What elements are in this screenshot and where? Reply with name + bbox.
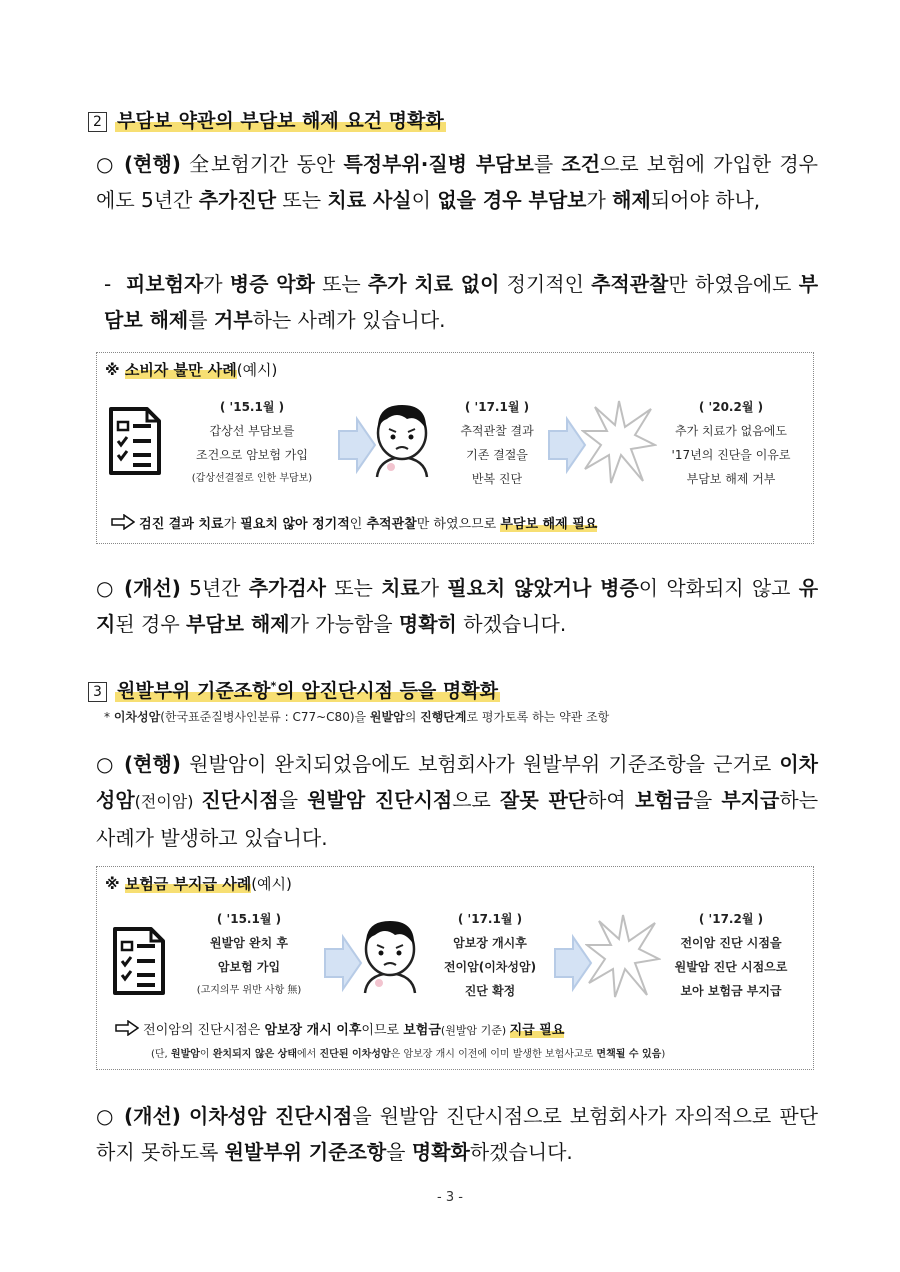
step-note: (고지의무 위반 사항 無): [196, 985, 302, 996]
box-title-text: 보험금 부지급 사례: [124, 875, 252, 893]
text: 명확히: [398, 612, 457, 636]
text: 병증 악화: [229, 272, 315, 296]
text: 이: [199, 1049, 213, 1060]
text: 또는: [326, 576, 382, 600]
text: 가: [203, 272, 230, 296]
step-text: '17년의 진단을 이유로: [671, 448, 791, 462]
text: 치료 사실: [327, 188, 412, 212]
text: 피보험자: [126, 272, 204, 296]
text: ): [661, 1049, 666, 1060]
text: 부담보 해제 필요: [500, 517, 598, 532]
box-title: [105, 359, 277, 380]
improve-paragraph: [96, 570, 818, 642]
step-date: ( '15.1월 ): [219, 400, 285, 414]
step-text: 전이암 진단 시점을: [680, 936, 782, 950]
text: 으로: [452, 788, 501, 812]
section-title: [115, 680, 500, 702]
text: 에서: [297, 1049, 320, 1060]
footnote-star: *: [270, 679, 277, 693]
text: 또는: [276, 188, 328, 212]
text: 全보험기간 동안: [180, 152, 344, 176]
text: 암보장 개시 이후: [264, 1023, 362, 1038]
step-text: 원발암 진단 시점으로: [674, 960, 788, 974]
text: 추가검사: [248, 576, 326, 600]
section-number-box: 3: [88, 682, 107, 702]
timeline-step-1: [167, 395, 337, 491]
text: 을: [692, 788, 722, 812]
text: 이: [411, 188, 438, 212]
box-title-suffix: (예시): [236, 361, 278, 379]
text: 보험금: [634, 788, 693, 812]
text: 하는 사례가 있습니다.: [252, 308, 446, 332]
text: 하는 사례가 발생하고 있습니다.: [96, 788, 819, 850]
text: 은 암보장 개시 이전에 이미 발생한 보험사고로: [390, 1049, 597, 1060]
section-title: 부담보 약관의 부담보 해제 요건 명확화: [117, 110, 444, 132]
current-paragraph: [96, 746, 818, 856]
text: 부담보 해제: [186, 612, 290, 636]
text: 가: [586, 188, 613, 212]
text: 진단된 이차성암: [319, 1049, 391, 1060]
text: 원발암이 완치되었음에도 보험회사가 원발부위 기준조항을 근거로: [180, 752, 780, 776]
text: 검진 결과: [139, 517, 199, 532]
step-date: ( '20.2월 ): [698, 400, 764, 414]
text: 필요치 않았거나 병증: [447, 576, 639, 600]
text: 해제: [612, 188, 651, 212]
text: 전이암의 진단시점은: [143, 1023, 265, 1038]
box-title-suffix: (예시): [251, 875, 292, 893]
text: 필요치 않아 정기적: [240, 517, 350, 532]
sub-paragraph: [104, 266, 818, 338]
page-number: - 3 -: [437, 1190, 463, 1205]
improve-paragraph: [96, 1098, 818, 1170]
burst-icon: [585, 911, 661, 1001]
worried-person-icon: [355, 913, 425, 997]
text: 보험금: [403, 1023, 441, 1038]
label: (개선): [124, 1104, 181, 1128]
text: 특정부위·질병 부담보: [343, 152, 534, 176]
step-date: ( '17.2월 ): [698, 912, 764, 926]
circle-bullet-icon: ○: [96, 576, 114, 600]
text: 5년간: [180, 576, 249, 600]
text: (단,: [151, 1049, 171, 1060]
text: *: [104, 710, 114, 724]
step-text: 추적관찰 결과: [460, 424, 534, 438]
text: 이므로: [361, 1023, 404, 1038]
text: 를: [533, 152, 562, 176]
circle-bullet-icon: ○: [96, 152, 114, 176]
timeline-step-2: [437, 395, 557, 491]
text: 가: [419, 576, 448, 600]
text: 하겠습니다.: [456, 612, 567, 636]
text: 거부: [213, 308, 253, 332]
timeline-step-3: [653, 395, 809, 491]
label: (개선): [124, 576, 181, 600]
text: 된 경우: [115, 612, 187, 636]
text: 하여: [587, 788, 635, 812]
box-conclusion: [115, 1019, 564, 1038]
text: 진단시점: [201, 788, 279, 812]
text: (한국표준질병사인분류 : C77~C80)을: [160, 710, 370, 724]
box-footnote: [151, 1045, 665, 1060]
text: 원발부위 기준조항: [224, 1140, 387, 1164]
timeline-step-2: [423, 907, 557, 1003]
text: 하겠습니다.: [469, 1140, 573, 1164]
text: 추가진단: [198, 188, 277, 212]
text: 완치되지 않은 상태: [212, 1049, 297, 1060]
step-text: 암보장 개시후: [453, 936, 527, 950]
text: 인: [349, 517, 367, 532]
text: 정기적인: [499, 272, 592, 296]
step-text: 추가 치료가 없음에도: [675, 424, 787, 438]
text: 을 원발암 진단시점으로 보험회사가 자의적으로 판단하지 못하도록: [96, 1104, 818, 1164]
title-part: 의 암진단시점 등을 명확화: [276, 680, 498, 702]
text: 이차성암 진단시점: [189, 1104, 353, 1128]
text: 추적관찰: [366, 517, 417, 532]
step-date: ( '15.1월 ): [216, 912, 282, 926]
text: 없을 경우 부담보: [437, 188, 587, 212]
box-title-text: 소비자 불만 사례: [124, 361, 237, 379]
text: 지급 필요: [509, 1023, 565, 1038]
step-date: ( '17.1월 ): [457, 912, 523, 926]
outline-arrow-icon: [111, 514, 135, 530]
document-checklist-icon: [111, 925, 167, 997]
burst-icon: [581, 397, 657, 487]
step-text: 진단 확정: [464, 984, 516, 998]
reference-mark: ※: [105, 361, 120, 379]
current-paragraph: [96, 146, 818, 218]
dash-bullet: -: [104, 272, 112, 296]
text: 만 하였으므로: [416, 517, 501, 532]
step-text: 암보험 가입: [217, 960, 281, 974]
text: 만 하였음에도: [668, 272, 799, 296]
section-3-footnote: [104, 708, 609, 725]
text: 유지: [96, 576, 819, 636]
step-text: 보아 보험금 부지급: [680, 984, 782, 998]
label: (현행): [124, 752, 181, 776]
step-text: 부담보 해제 거부: [686, 472, 776, 486]
document-checklist-icon: [107, 405, 163, 477]
step-text: 조건으로 암보험 가입: [196, 448, 308, 462]
section-3-heading: [88, 676, 500, 703]
text: 가 가능함을: [289, 612, 399, 636]
timeline-step-3: [653, 907, 809, 1003]
step-note: (갑상선결절로 인한 부담보): [191, 473, 313, 484]
worried-person-icon: [367, 397, 437, 481]
text: 원발암: [170, 1049, 200, 1060]
text: 원발암: [369, 710, 405, 724]
step-text: 갑상선 부담보를: [209, 424, 295, 438]
box-conclusion: [111, 513, 597, 532]
step-date: ( '17.1월 ): [464, 400, 530, 414]
title-part: 원발부위 기준조항: [117, 680, 271, 702]
text: (원발암 기준): [440, 1024, 510, 1037]
text: 추적관찰: [591, 272, 669, 296]
text: 부담보 해제: [104, 272, 819, 332]
label: (현행): [124, 152, 181, 176]
text: 가: [223, 517, 241, 532]
box-title: [105, 873, 292, 894]
text: 치료: [381, 576, 420, 600]
text: 또는: [314, 272, 368, 296]
section-2-heading: [88, 106, 446, 133]
circle-bullet-icon: ○: [96, 752, 114, 776]
text: 를: [188, 308, 214, 332]
outline-arrow-icon: [115, 1020, 139, 1036]
reference-mark: ※: [105, 875, 120, 893]
text: 로 평가토록 하는 약관 조항: [466, 710, 610, 724]
text: 추가 치료 없이: [367, 272, 500, 296]
text: 부지급: [721, 788, 780, 812]
text: 면책될 수 있음: [596, 1049, 662, 1060]
step-text: 기존 결절을: [466, 448, 528, 462]
text: 을: [278, 788, 308, 812]
text: 조건: [561, 152, 601, 176]
text: 이차성암: [113, 710, 161, 724]
text: 의: [404, 710, 421, 724]
step-text: 전이암(이차성암): [443, 960, 537, 974]
text: 원발암 진단시점: [307, 788, 453, 812]
text: (전이암): [134, 792, 202, 811]
step-text: 반복 진단: [471, 472, 523, 486]
text: 진행단계: [420, 710, 467, 724]
complaint-case-box: [96, 352, 814, 544]
timeline-step-1: [169, 907, 329, 1003]
section-number-box: 2: [88, 112, 107, 132]
non-payment-case-box: [96, 866, 814, 1070]
text: 을: [386, 1140, 412, 1164]
text: 으로 보험에 가입한 경우에도 5년간: [96, 152, 818, 212]
text: 이차성암: [96, 752, 818, 812]
text: 치료: [198, 517, 224, 532]
circle-bullet-icon: ○: [96, 1104, 114, 1128]
text: [181, 1104, 189, 1128]
step-text: 원발암 완치 후: [210, 936, 288, 950]
text: 되어야 하나,: [650, 188, 761, 212]
text: 이 악화되지 않고: [638, 576, 799, 600]
text: 잘못 판단: [500, 788, 588, 812]
text: 명확화: [411, 1140, 470, 1164]
